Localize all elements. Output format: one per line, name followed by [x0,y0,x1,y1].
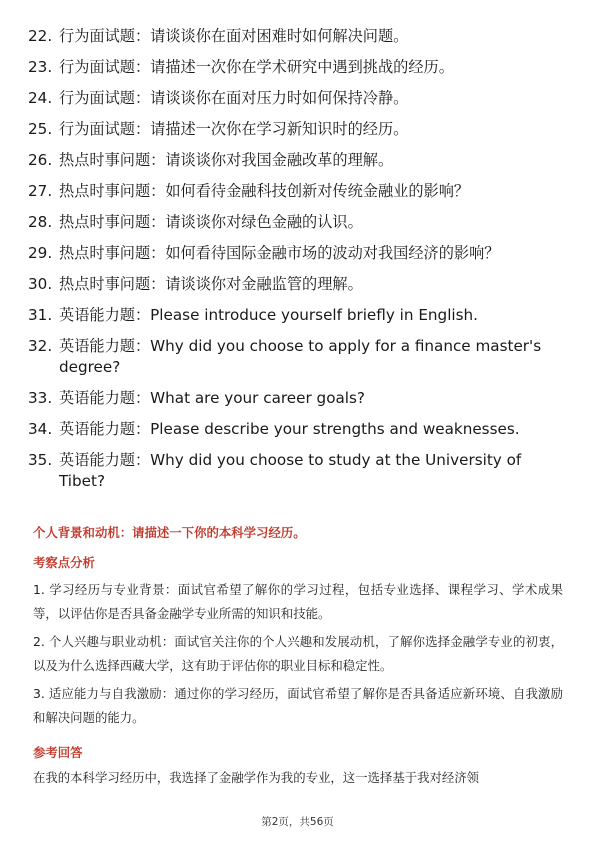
question-text: 热点时事问题：请谈谈你对我国金融改革的理解。 [59,151,394,169]
question-number: 33. [28,389,53,407]
question-text: 行为面试题：请谈谈你在面对困难时如何解决问题。 [59,27,409,45]
question-text: 英语能力题：What are your career goals? [59,389,365,407]
question-item [28,305,568,326]
question-number: 35. [28,451,53,469]
analysis-point: 1. 学习经历与专业背景：面试官希望了解你的学习过程，包括专业选择、课程学习、学术成果等，以评估你是否具备金融学专业所需的知识和技能。 [33,582,563,621]
question-item [28,212,568,233]
question-item [28,26,568,47]
question-number: 26. [28,151,53,169]
question-text: 英语能力题：Please introduce yourself briefly in English. [59,306,478,324]
question-text: 英语能力题：Why did you choose to study at the University of Tibet? [59,451,522,490]
question-number: 24. [28,89,53,107]
question-number: 30. [28,275,53,293]
question-item [28,419,568,440]
answer-heading: 参考回答 [33,745,83,760]
question-number: 34. [28,420,53,438]
analysis-heading: 考察点分析 [33,555,95,570]
question-text: 英语能力题：Please describe your strengths and weaknesses. [59,420,520,438]
question-item [28,88,568,109]
question-item [28,274,568,295]
question-text: 热点时事问题：如何看待国际金融市场的波动对我国经济的影响？ [59,244,500,262]
question-text: 行为面试题：请描述一次你在学术研究中遇到挑战的经历。 [59,58,454,76]
question-text: 热点时事问题：请谈谈你对绿色金融的认识。 [59,213,363,231]
question-item [28,119,568,140]
question-number: 29. [28,244,53,262]
question-number: 23. [28,58,53,76]
question-number: 32. [28,337,53,355]
question-item [28,181,568,202]
question-text: 热点时事问题：如何看待金融科技创新对传统金融业的影响？ [59,182,470,200]
analysis-point: 3. 适应能力与自我激励：通过你的学习经历，面试官希望了解你是否具备适应新环境、自我激励和解决问题的能力。 [33,686,563,725]
question-text: 行为面试题：请谈谈你在面对压力时如何保持冷静。 [59,89,409,107]
question-item [28,57,568,78]
question-item [28,388,568,409]
analysis-section [33,524,563,790]
question-item [28,150,568,171]
question-number: 28. [28,213,53,231]
question-number: 27. [28,182,53,200]
question-item [28,336,568,378]
question-text: 热点时事问题：请谈谈你对金融监管的理解。 [59,275,363,293]
question-number: 31. [28,306,53,324]
question-text: 英语能力题：Why did you choose to apply for a finance master's degree? [59,337,542,376]
question-item [28,450,568,492]
question-number: 25. [28,120,53,138]
page-footer: 第2页，共56页 [261,816,334,828]
section-title: 个人背景和动机：请描述一下你的本科学习经历。 [33,525,306,540]
analysis-point: 2. 个人兴趣与职业动机：面试官关注你的个人兴趣和发展动机，了解你选择金融学专业的初衷，以及为什么选择西藏大学，这有助于评估你的职业目标和稳定性。 [33,634,563,673]
answer-text: 在我的本科学习经历中，我选择了金融学作为我的专业，这一选择基于我对经济领 [33,770,480,785]
question-list [28,26,568,502]
question-item [28,243,568,264]
question-number: 22. [28,27,53,45]
question-text: 行为面试题：请描述一次你在学习新知识时的经历。 [59,120,409,138]
